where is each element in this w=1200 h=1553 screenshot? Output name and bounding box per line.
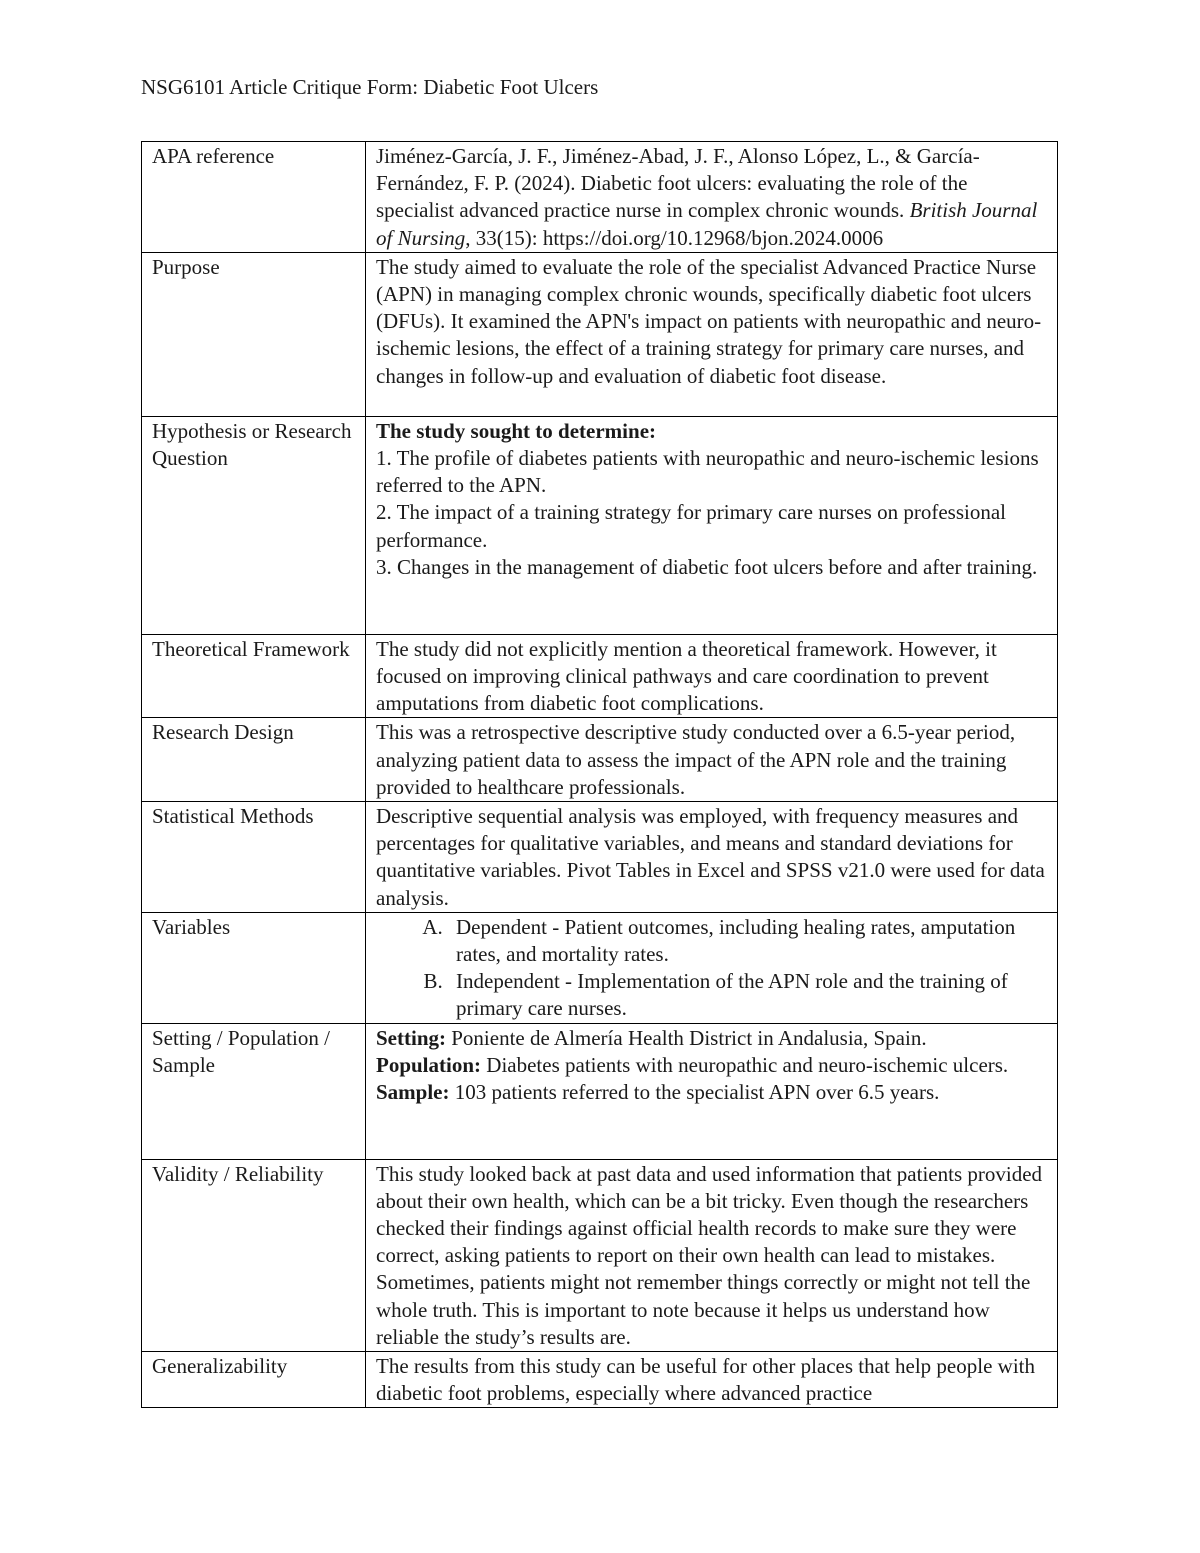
row-label: Theoretical Framework bbox=[142, 634, 366, 718]
table-row-variables bbox=[142, 912, 1058, 1023]
table-row-theoretical-framework bbox=[142, 634, 1058, 718]
page-title: NSG6101 Article Critique Form: Diabetic Foot Ulcers bbox=[141, 75, 599, 99]
research-question-item: 3. Changes in the management of diabetic foot ulcers before and after training. bbox=[376, 554, 1038, 579]
apa-citation-tail: , 33(15): https://doi.org/10.12968/bjon.2024.0006 bbox=[465, 225, 884, 250]
row-content: Descriptive sequential analysis was employed, with frequency measures and percentages for qualitative variables, and means and standard deviations for quantitative variables. Pivot Tables in Excel and SPSS v21.0 were used for data analysis. bbox=[366, 802, 1058, 913]
critique-table bbox=[141, 141, 1058, 1408]
row-label: Research Design bbox=[142, 718, 366, 802]
list-item: A. Dependent - Patient outcomes, including healing rates, amputation rates, and mortality rates. bbox=[448, 914, 1049, 968]
row-content: This study looked back at past data and used information that patients provided about their own health, which can be a bit tricky. Even though the researchers checked their findings against official health records to make sure they were correct, asking patients to report on their own health can lead to mistakes. Sometimes, patients might not remember things correctly or might not tell the whole truth. This is important to note because it helps us understand how reliable the study’s results are. bbox=[366, 1159, 1058, 1351]
row-label: Setting / Population / Sample bbox=[142, 1023, 366, 1159]
table-row-setting-population-sample bbox=[142, 1023, 1058, 1159]
table-row-hypothesis bbox=[142, 416, 1058, 634]
setting-line bbox=[376, 1025, 1049, 1052]
row-content: The study aimed to evaluate the role of the specialist Advanced Practice Nurse (APN) in managing complex chronic wounds, specifically diabetic foot ulcers (DFUs). It examined the APN's impact on patients with neuropathic and neuro-ischemic lesions, the effect of a training strategy for primary care nurses, and changes in follow-up and evaluation of diabetic foot disease. bbox=[366, 252, 1058, 416]
variables-list bbox=[376, 914, 1049, 1023]
row-content: The study did not explicitly mention a theoretical framework. However, it focused on improving clinical pathways and care coordination to prevent amputations from diabetic foot complications. bbox=[366, 634, 1058, 718]
row-label: APA reference bbox=[142, 142, 366, 253]
row-content: This was a retrospective descriptive study conducted over a 6.5-year period, analyzing patient data to assess the impact of the APN role and the training provided to healthcare professionals. bbox=[366, 718, 1058, 802]
row-content bbox=[366, 142, 1058, 253]
row-label: Purpose bbox=[142, 252, 366, 416]
row-label: Validity / Reliability bbox=[142, 1159, 366, 1351]
row-label: Generalizability bbox=[142, 1352, 366, 1408]
table-row-research-design bbox=[142, 718, 1058, 802]
list-item: B. Independent - Implementation of the APN role and the training of primary care nurses. bbox=[448, 968, 1049, 1022]
row-label: Statistical Methods bbox=[142, 802, 366, 913]
row-content bbox=[366, 1352, 1058, 1408]
row-label: Variables bbox=[142, 912, 366, 1023]
population-line bbox=[376, 1052, 1049, 1079]
sample-line bbox=[376, 1079, 1049, 1106]
setting-text: Poniente de Almería Health District in Andalusia, Spain. bbox=[446, 1025, 927, 1050]
row-content bbox=[366, 1023, 1058, 1159]
setting-lead: Setting: bbox=[376, 1025, 446, 1050]
table-row-purpose bbox=[142, 252, 1058, 416]
journal-title: British Journal of Nursing bbox=[376, 198, 1038, 250]
table-row-generalizability bbox=[142, 1352, 1058, 1408]
research-question-item: 1. The profile of diabetes patients with neuropathic and neuro-ischemic lesions referred to the APN. bbox=[376, 446, 1039, 498]
table-row-apa-reference bbox=[142, 142, 1058, 253]
row-content bbox=[366, 416, 1058, 634]
table-row-validity-reliability bbox=[142, 1159, 1058, 1351]
row-content bbox=[366, 912, 1058, 1023]
population-lead: Population: bbox=[376, 1052, 482, 1077]
sample-text: 103 patients referred to the specialist APN over 6.5 years. bbox=[449, 1080, 940, 1105]
row-label: Hypothesis or Research Question bbox=[142, 416, 366, 634]
apa-citation-text: Jiménez-García, J. F., Jiménez-Abad, J. F., Alonso López, L., & García-Fernández, F. P. (2024). Diabetic foot ulcers: evaluating the role of the specialist advanced practice nurse in complex chronic wounds. bbox=[376, 144, 980, 223]
research-question-item: 2. The impact of a training strategy for primary care nurses on professional performance. bbox=[376, 500, 1006, 552]
hypothesis-lead: The study sought to determine: bbox=[376, 418, 657, 443]
sample-lead: Sample: bbox=[376, 1080, 450, 1105]
table-row-statistical-methods bbox=[142, 802, 1058, 913]
population-text: Diabetes patients with neuropathic and neuro-ischemic ulcers. bbox=[481, 1052, 1009, 1077]
generalizability-text: The results from this study can be useful for other places that help people with diabetic foot problems, especially where advanced practice bbox=[376, 1354, 1035, 1406]
